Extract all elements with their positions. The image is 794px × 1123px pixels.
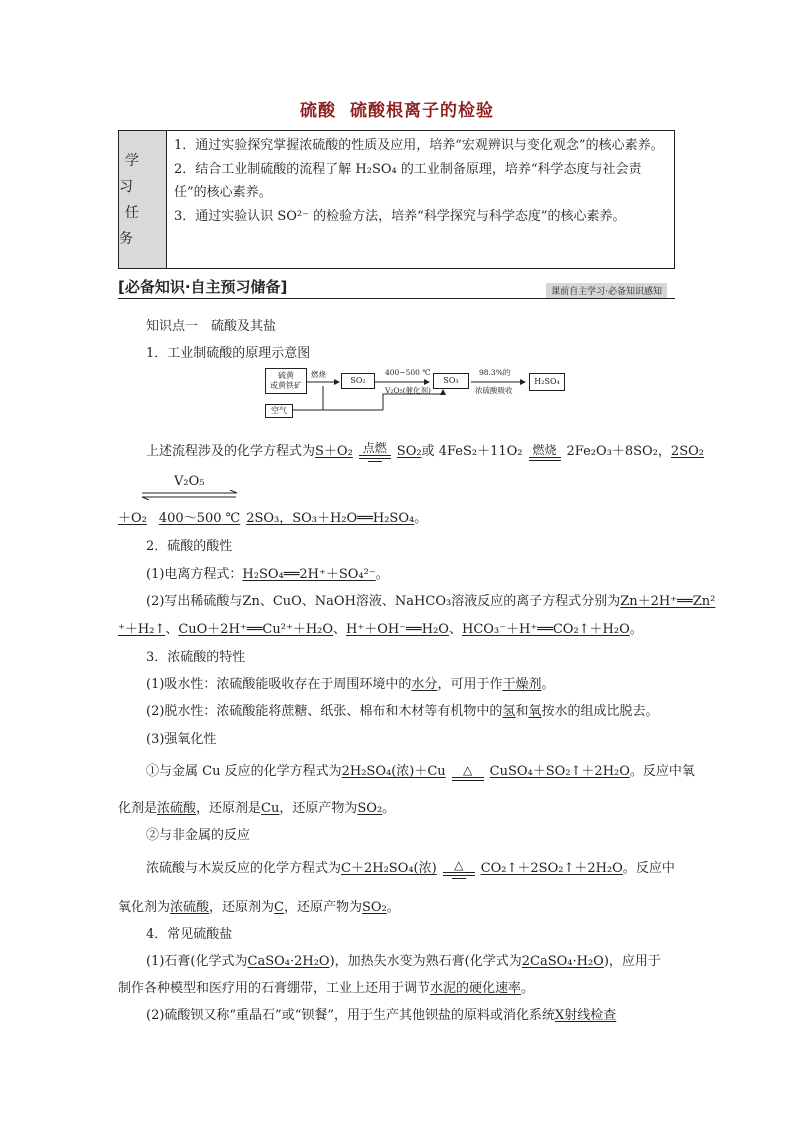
c1-condition [443,858,475,879]
p1-end: 。 [541,677,555,692]
subheading-1: 1．工业制硫酸的原理示意图 [146,346,311,361]
cu-products: CuSO₄＋SO₂↑＋2H₂O [489,764,630,779]
sulfate-line-2 [118,977,534,996]
subheading-4: 4．常见硫酸盐 [146,927,233,942]
s1-end: )，应用于 [603,954,661,969]
flow-absorb-label-a: 98.3%的 [479,368,511,377]
eq2-reversible-arrow [140,490,240,500]
property-2 [146,700,658,719]
goals-items [174,134,669,228]
p2-mid: 和 [515,704,529,719]
eq2-c: SO₃＋H₂O══H₂SO₄ [292,511,415,526]
eq1-middle: 或 4FeS₂＋11O₂ [421,444,523,459]
c2-oxidant: 浓硫酸 [170,900,210,915]
c2-m2: ，还原产物为 [284,900,363,915]
eq1-prefix: 上述流程涉及的化学方程式为 [146,444,316,459]
cu-reaction-line [146,760,695,781]
s2-u1: 水泥的硬化速率 [430,981,522,996]
flow-so3-text: SO₃ [443,376,459,385]
acid3-eq4: HCO₃⁻＋H⁺══CO₂↑＋H₂O [461,622,630,637]
acid1-pre: (1)电离方程式： [146,567,243,582]
cu-reaction-line-2 [118,797,395,816]
acid3-sep-3: 、 [448,622,462,637]
acid3-eq1: ⁺＋H₂↑ [118,622,166,637]
sulfate-line-3 [146,1004,616,1023]
cu-condition [452,763,484,781]
acid3-end: 。 [629,622,643,637]
knowledge-point-heading: 知识点一 硫酸及其盐 [146,319,277,334]
acid1-end: 。 [375,567,389,582]
property-3-heading: (3)强氧化性 [146,732,217,747]
title-part-a: 硫酸 [300,101,336,121]
section-rule [118,298,675,299]
flow-h2so4-text: H₂SO₄ [534,377,560,386]
goals-label-b: 任 务 [119,204,145,247]
cu2-product: SO₂ [357,801,383,816]
s3-u1: X射线检查 [555,1008,617,1023]
eq1-product-a: SO₂ [396,444,422,459]
eq2-catalyst: V₂O₅ [174,474,205,489]
s2-pre: 制作各种模型和医疗用的石膏绷带，工业上还用于调节 [118,981,431,996]
acid2-eq: Zn＋2H⁺══Zn² [620,594,716,609]
flow-raw-text: 硫黄 或黄铁矿 [270,371,302,390]
eq2-condition: 400～500 ℃ [158,511,241,526]
subheading-3: 3．浓硫酸的特性 [146,650,246,665]
eq1-condition-a [359,441,391,462]
eq1-condition-b [529,443,561,461]
c-reaction-line [146,857,675,879]
p1-u1: 水分 [411,677,438,692]
s2-end: 。 [521,981,535,996]
c2-m1: ，还原剂为 [209,900,275,915]
learning-goals-table [118,130,675,269]
c1-pre: 浓硫酸与木炭反应的化学方程式为 [146,861,342,876]
eq2-a: ＋O₂ [118,511,147,526]
flow-absorb-label-b: 浓硫酸吸收 [475,386,513,395]
c-reaction-line-2 [118,896,400,915]
acid3-eq3: H⁺＋OH⁻══H₂O [346,622,449,637]
cu2-end: 。 [382,801,396,816]
acid-line-2 [146,590,715,609]
p2-u1: 氢 [502,704,516,719]
acid-line-1 [146,563,389,582]
cu-pre: ①与金属 Cu 反应的化学方程式为 [146,764,342,779]
acid3-sep-2: 、 [333,622,347,637]
p2-end: 按水的组成比脱去。 [541,704,659,719]
s1-mid: )，加热失水变为熟石膏(化学式为 [329,954,522,969]
section-header [118,276,675,298]
c2-reductant: C [274,900,284,915]
flow-so3-box [433,373,469,389]
process-flow-diagram [263,364,583,424]
acid-line-3 [118,618,643,637]
c2-end: 。 [386,900,400,915]
c2-product: SO₂ [362,900,387,915]
s1-gypsum: CaSO₄·2H₂O [247,954,330,969]
flow-h2so4-box [529,373,565,391]
flow-catalyst-label: V₂O₅(催化剂) [385,386,431,395]
goal-item-3: 3．通过实验认识 SO²⁻ 的检验方法，培养“科学探究与科学态度”的核心素养。 [174,208,626,224]
c1-cond-text: △ [454,858,464,872]
flow-so2-box [341,373,375,389]
section-heading: [必备知识·自主预习储备] [118,278,288,296]
p1-u2: 干燥剂 [502,677,542,692]
acid2-pre: (2)写出稀硫酸与Zn、CuO、NaOH溶液、NaHCO₃溶液反应的离子方程式分别为 [146,594,621,609]
title-part-b: 硫酸根离子的检验 [350,101,494,121]
s1-plaster: 2CaSO₄·H₂O [521,954,604,969]
eq1-cond-a-text: 点燃 [362,441,387,455]
flow-temp-label: 400~500 ℃ [385,368,431,377]
page-title [0,96,794,121]
c1-end: 。反应中 [622,861,675,876]
cu-reactants: 2H₂SO₄(浓)＋Cu [341,764,446,779]
p1-pre: (1)吸水性：浓硫酸能吸收存在于周围环境中的 [146,677,412,692]
p2-u2: 氧 [528,704,542,719]
flow-raw-material [265,368,307,394]
cu2-reductant: Cu [261,801,280,816]
cu2-m2: ，还原产物为 [279,801,358,816]
cu2-pre: 化剂是 [118,801,158,816]
subheading-2: 2．硫酸的酸性 [146,539,233,554]
property-1 [146,673,554,692]
p1-mid: ，可用于作 [437,677,503,692]
p2-pre: (2)脱水性：浓硫酸能将蔗糖、纸张、棉布和木材等有机物中的 [146,704,503,719]
goals-label-a: 学 习 [119,152,145,195]
eq1-product-b: 2Fe₂O₃＋8SO₂， [566,444,671,459]
acid1-eq: H₂SO₄══2H⁺＋SO₄²⁻ [242,567,376,582]
flow-air-box [265,404,293,418]
eq1-tail: 2SO₂ [670,444,704,459]
goal-item-1: 1．通过实验探究掌握浓硫酸的性质及应用，培养“宏观辨识与变化观念”的核心素养。 [174,138,664,153]
cu-cond-text: △ [463,762,473,777]
flow-air-text: 空气 [271,406,287,415]
cu-end: 。反应中氧 [629,764,695,779]
flow-burn-label: 燃烧 [311,370,326,379]
acid3-sep-1: 、 [165,622,179,637]
eq1-cond-b-text: 燃烧 [532,442,557,457]
equation-line-2 [118,507,427,526]
acid3-eq2: CuO＋2H⁺══Cu²⁺＋H₂O [178,622,334,637]
nonmetal-heading: ②与非金属的反应 [146,828,251,843]
eq1-reactants-a: S＋O₂ [315,444,353,459]
goal-item-2: 2．结合工业制硫酸的流程了解 H₂SO₄ 的工业制备原理，培养“科学态度与社会责任”的核心素养。 [174,161,642,200]
flow-so2-text: SO₂ [350,376,366,385]
s1-pre: (1)石膏(化学式为 [146,954,248,969]
s3-pre: (2)硫酸钡又称“重晶石”或“钡餐”，用于生产其他钡盐的原料或消化系统 [146,1008,555,1023]
sulfate-line-1 [146,950,661,969]
cu2-oxidant: 浓硫酸 [157,801,197,816]
section-tag: 课前自主学习·必备知识感知 [546,283,667,298]
eq2-b: 2SO₃， [246,511,293,526]
eq2-end: 。 [414,511,428,526]
cu2-m1: ，还原剂是 [196,801,262,816]
c1-reactants: C＋2H₂SO₄(浓) [341,861,437,876]
c2-pre: 氧化剂为 [118,900,171,915]
equation-line-1 [146,440,704,462]
c1-products: CO₂↑＋2SO₂↑＋2H₂O [480,861,623,876]
goals-label [119,131,167,268]
